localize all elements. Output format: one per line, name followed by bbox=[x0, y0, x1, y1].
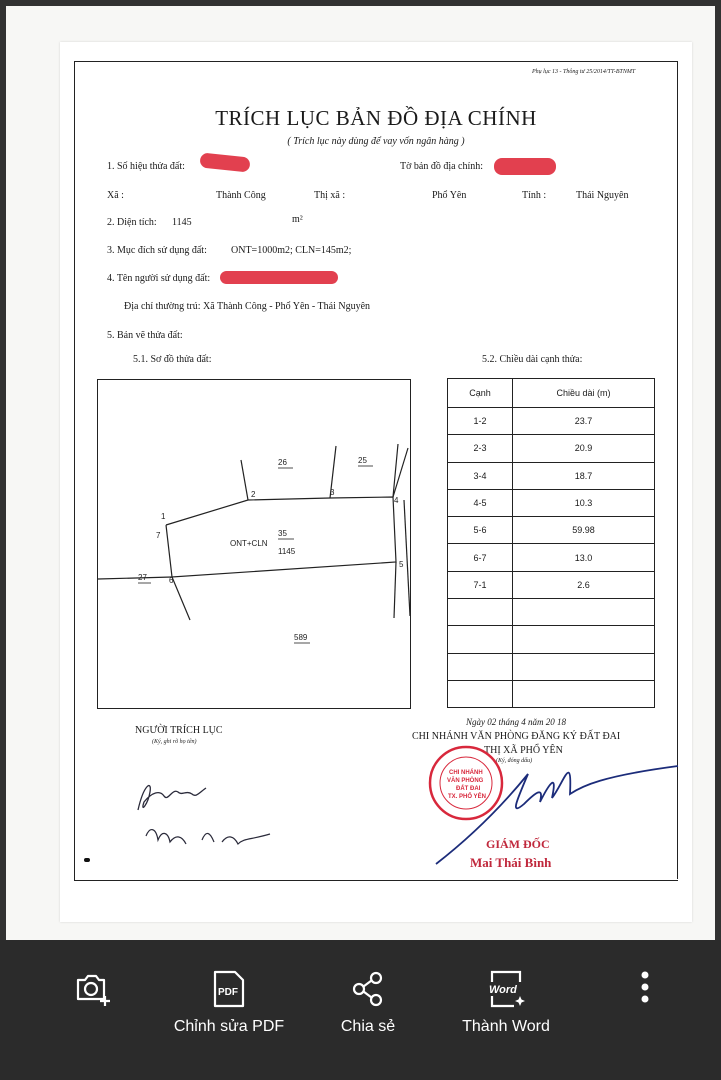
parcel-number-label: 35 bbox=[278, 529, 287, 538]
table-row bbox=[448, 408, 655, 435]
commune-label: Xã : bbox=[107, 190, 124, 201]
convert-word-button[interactable] bbox=[436, 970, 576, 1036]
edge-length-cell bbox=[513, 680, 655, 707]
edge-length-cell: 23.7 bbox=[513, 408, 655, 435]
svg-text:TX. PHỔ YÊN: TX. PHỔ YÊN bbox=[448, 794, 486, 800]
frame-line-left bbox=[74, 61, 75, 881]
edge-length-cell: 20.9 bbox=[513, 435, 655, 462]
office-line-2: THỊ XÃ PHỔ YÊN bbox=[484, 745, 563, 756]
neighbor-boundary bbox=[172, 577, 190, 620]
bottom-toolbar bbox=[0, 940, 721, 1080]
vertex-label: 4 bbox=[394, 496, 399, 505]
edge-name-cell: 6-7 bbox=[448, 544, 513, 571]
extractor-note: (Ký, ghi rõ họ tên) bbox=[152, 739, 197, 745]
area-label: 2. Diện tích: bbox=[107, 217, 157, 228]
parcel-area-label: 1145 bbox=[278, 547, 296, 556]
edge-name-cell: 4-5 bbox=[448, 489, 513, 516]
table-header-row bbox=[448, 379, 655, 408]
table-row bbox=[448, 517, 655, 544]
table-row bbox=[448, 680, 655, 707]
document-title: TRÍCH LỤC BẢN ĐỒ ĐỊA CHÍNH bbox=[215, 106, 537, 130]
edge-length-cell: 13.0 bbox=[513, 544, 655, 571]
appendix-note: Phụ lục 13 - Thông tư 25/2014/TT-BTNMT bbox=[532, 69, 636, 75]
sketch-sub-label: 5.1. Sơ đồ thửa đất: bbox=[133, 354, 212, 365]
office-line-1: CHI NHÁNH VĂN PHÒNG ĐĂNG KÝ ĐẤT ĐAI bbox=[412, 731, 621, 742]
edit-pdf-button[interactable] bbox=[159, 970, 299, 1036]
edge-length-cell bbox=[513, 653, 655, 680]
edge-name-cell bbox=[448, 626, 513, 653]
table-row bbox=[448, 653, 655, 680]
neighbor-parcel-label: 27 bbox=[138, 573, 147, 582]
document-subtitle: ( Trích lục này dùng để vay vốn ngân hàng ) bbox=[287, 136, 465, 147]
share-icon bbox=[350, 970, 386, 1008]
svg-text:PDF: PDF bbox=[218, 987, 238, 998]
map-sheet-label: Tờ bản đồ địa chính: bbox=[400, 161, 484, 172]
parcel-sketch-svg bbox=[98, 380, 410, 708]
vertex-label: 7 bbox=[156, 531, 161, 540]
parcel-code-label: ONT+CLN bbox=[230, 539, 268, 548]
edge-name-cell: 7-1 bbox=[448, 571, 513, 598]
table-row bbox=[448, 462, 655, 489]
purpose-value: ONT=1000m2; CLN=145m2; bbox=[231, 245, 352, 256]
neighbor-boundary bbox=[98, 577, 172, 579]
address-line: Địa chỉ thường trú: Xã Thành Công - Phổ Yên - Thái Nguyên bbox=[124, 301, 371, 312]
vertex-label: 1 bbox=[161, 512, 166, 521]
table-row bbox=[448, 626, 655, 653]
edge-name-cell: 3-4 bbox=[448, 462, 513, 489]
svg-text:CHI NHÁNH: CHI NHÁNH bbox=[449, 770, 483, 776]
pdf-file-icon bbox=[211, 970, 247, 1008]
vertex-label: 5 bbox=[399, 560, 404, 569]
table-header-cell: Cạnh bbox=[448, 379, 513, 408]
edit-pdf-label: Chỉnh sửa PDF bbox=[173, 1018, 285, 1035]
camera-plus-icon bbox=[72, 970, 112, 1006]
convert-word-label: Thành Word bbox=[462, 1018, 550, 1035]
purpose-label: 3. Mục đích sử dụng đất: bbox=[107, 245, 207, 256]
neighbor-boundary bbox=[241, 460, 248, 500]
table-row bbox=[448, 489, 655, 516]
province-label: Tỉnh : bbox=[522, 190, 547, 201]
neighbor-boundary bbox=[394, 562, 396, 618]
edge-name-cell bbox=[448, 680, 513, 707]
vertex-label: 6 bbox=[169, 576, 174, 585]
parcel-number-label: 1. Số hiệu thửa đất: bbox=[107, 161, 185, 172]
vertex-label: 2 bbox=[251, 490, 256, 499]
redaction-mark bbox=[199, 152, 250, 172]
neighbor-parcel-label: 589 bbox=[294, 633, 308, 642]
share-button[interactable] bbox=[298, 970, 438, 1036]
edge-length-table bbox=[447, 378, 655, 708]
edge-name-cell: 5-6 bbox=[448, 517, 513, 544]
extractor-signature bbox=[130, 762, 310, 872]
neighbor-parcel-label: 25 bbox=[358, 456, 367, 465]
sketch-heading: 5. Bản vẽ thửa đất: bbox=[107, 330, 183, 341]
neighbor-parcel-label: 26 bbox=[278, 458, 287, 467]
town-value: Phổ Yên bbox=[432, 190, 467, 201]
lengths-sub-label: 5.2. Chiều dài cạnh thửa: bbox=[482, 354, 583, 365]
more-options-button[interactable] bbox=[625, 970, 665, 1006]
table-row bbox=[448, 544, 655, 571]
edge-length-cell: 2.6 bbox=[513, 571, 655, 598]
ink-dot bbox=[84, 858, 90, 862]
director-signature bbox=[432, 746, 692, 866]
svg-text:Word: Word bbox=[489, 984, 517, 996]
table-row bbox=[448, 435, 655, 462]
area-value: 1145 bbox=[172, 217, 192, 228]
svg-text:VĂN PHÒNG: VĂN PHÒNG bbox=[447, 778, 484, 784]
table-row bbox=[448, 599, 655, 626]
edge-name-cell bbox=[448, 599, 513, 626]
province-value: Thái Nguyên bbox=[576, 190, 629, 201]
edge-name-cell: 2-3 bbox=[448, 435, 513, 462]
svg-text:ĐẤT ĐAI: ĐẤT ĐAI bbox=[456, 786, 481, 792]
frame-line-top bbox=[74, 61, 678, 62]
edge-length-cell bbox=[513, 626, 655, 653]
edge-length-cell: 10.3 bbox=[513, 489, 655, 516]
redaction-mark bbox=[494, 158, 556, 175]
redaction-mark bbox=[220, 271, 338, 284]
word-convert-icon bbox=[486, 970, 526, 1008]
edge-length-cell bbox=[513, 599, 655, 626]
document-page bbox=[60, 42, 692, 922]
frame-line-bottom bbox=[74, 880, 678, 881]
neighbor-boundary bbox=[404, 500, 410, 616]
table-row bbox=[448, 571, 655, 598]
edge-name-cell bbox=[448, 653, 513, 680]
date-line: Ngày 02 tháng 4 năm 20 18 bbox=[466, 717, 566, 727]
town-label: Thị xã : bbox=[314, 190, 346, 201]
share-label: Chia sẻ bbox=[340, 1018, 396, 1035]
director-name: Mai Thái Bình bbox=[470, 855, 552, 870]
director-title: GIÁM ĐỐC bbox=[486, 837, 550, 851]
owner-label: 4. Tên người sử dụng đất: bbox=[107, 273, 211, 284]
office-note: (Ký, đóng dấu) bbox=[496, 758, 533, 764]
scan-button[interactable] bbox=[22, 970, 162, 1016]
table-header-cell: Chiều dài (m) bbox=[513, 379, 655, 408]
edge-length-cell: 59.98 bbox=[513, 517, 655, 544]
extractor-title: NGƯỜI TRÍCH LỤC bbox=[135, 725, 223, 736]
document-photo bbox=[6, 6, 715, 940]
more-vertical-icon bbox=[640, 970, 650, 1006]
edge-length-cell: 18.7 bbox=[513, 462, 655, 489]
area-unit: m² bbox=[292, 214, 303, 225]
edge-name-cell: 1-2 bbox=[448, 408, 513, 435]
vertex-label: 3 bbox=[330, 488, 335, 497]
parcel-sketch bbox=[97, 379, 411, 709]
commune-value: Thành Công bbox=[216, 190, 266, 201]
